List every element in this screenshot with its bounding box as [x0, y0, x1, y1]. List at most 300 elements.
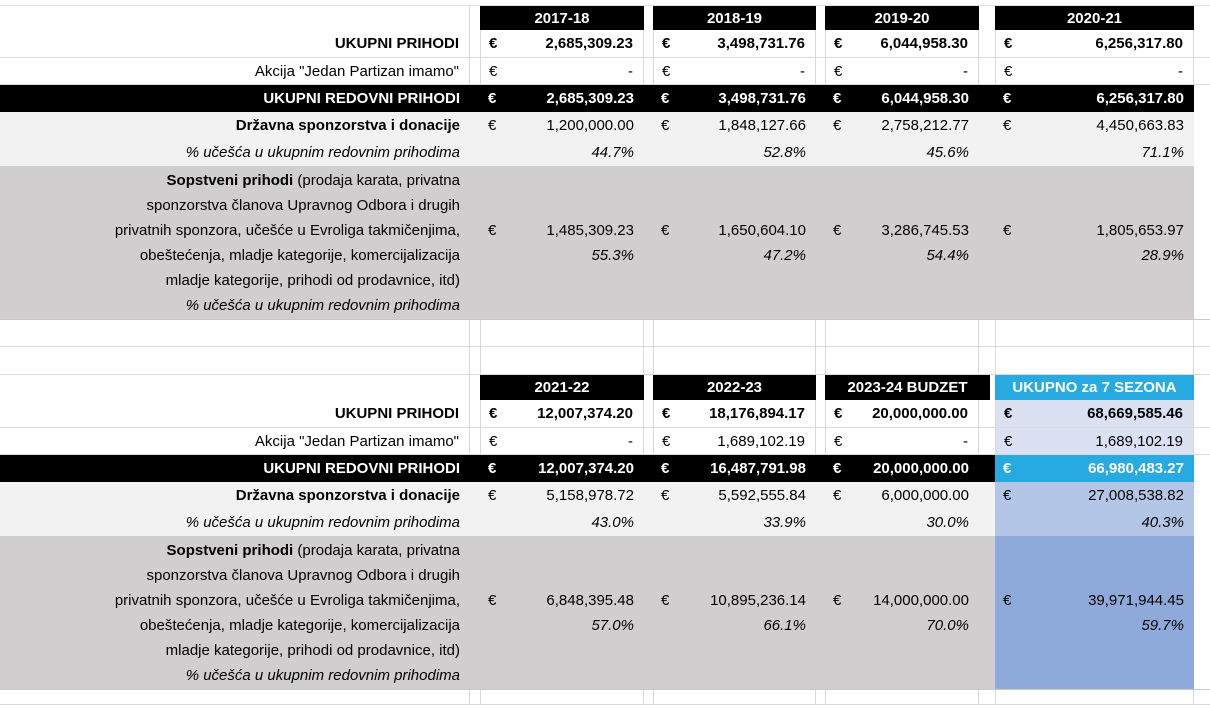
row-drzavna-2 — [0, 482, 1210, 509]
row-label: UKUPNI REDOVNI PRIHODI — [263, 460, 460, 477]
row-akcija-2 — [0, 428, 1210, 455]
money-cell[interactable] — [653, 58, 816, 84]
cell-value: - — [628, 432, 633, 450]
column-gap — [470, 509, 480, 536]
euro-symbol: € — [488, 460, 497, 477]
row-label-cell[interactable] — [0, 455, 470, 482]
euro-symbol: € — [833, 487, 842, 504]
empty-cell[interactable] — [480, 690, 644, 704]
cell-percent: 57.0% — [591, 616, 634, 634]
row-drzavna-pct-2 — [0, 509, 1210, 536]
right-margin — [1194, 320, 1210, 346]
cell-value: 4,450,663.83 — [1096, 117, 1184, 134]
money-cell[interactable] — [825, 112, 979, 139]
season-header-2019-20[interactable] — [825, 6, 979, 30]
euro-symbol: € — [488, 90, 497, 107]
season-header-label: 2019-20 — [874, 9, 930, 27]
empty-cell[interactable] — [480, 320, 644, 346]
column-gap — [979, 509, 995, 536]
cell-percent: 54.4% — [926, 246, 969, 264]
row-akcija-1 — [0, 58, 1210, 85]
season-header-2022-23[interactable] — [653, 375, 816, 400]
empty-cell[interactable] — [825, 690, 979, 704]
column-gap — [644, 85, 653, 112]
season-header-row-1 — [0, 6, 1210, 30]
right-margin — [1194, 400, 1210, 427]
cell-value: 1,805,653.97 — [1096, 221, 1184, 239]
cell-percent: 59.7% — [1141, 616, 1184, 634]
total-money-cell[interactable] — [995, 536, 1194, 689]
season-header-2018-19[interactable] — [653, 6, 816, 30]
cell-value: 3,286,745.53 — [881, 221, 969, 239]
cell-value: 3,498,731.76 — [717, 35, 805, 52]
euro-symbol: € — [489, 35, 498, 52]
cell-value: 12,007,374.20 — [538, 460, 634, 477]
column-gap — [816, 320, 825, 346]
column-gap — [816, 375, 825, 400]
cell-value: 6,256,317.80 — [1096, 90, 1184, 107]
column-gap — [644, 6, 653, 30]
column-gap — [979, 6, 995, 30]
row-label-cell[interactable] — [0, 428, 470, 454]
cell-percent: 66.1% — [763, 616, 806, 634]
cell-percent: 47.2% — [763, 246, 806, 264]
column-gap — [470, 112, 480, 139]
money-cell[interactable] — [825, 400, 979, 427]
cell-percent: 55.3% — [591, 246, 634, 264]
column-gap — [644, 320, 653, 346]
euro-symbol: € — [1004, 432, 1013, 450]
column-gap — [816, 509, 825, 536]
season-header-label: 2021-22 — [534, 379, 590, 396]
euro-symbol: € — [488, 221, 497, 239]
money-cell[interactable] — [825, 482, 979, 509]
cell-value: 1,848,127.66 — [718, 117, 806, 134]
money-cell[interactable] — [653, 30, 816, 57]
row-label-cell[interactable] — [0, 400, 470, 427]
money-cell[interactable] — [653, 536, 816, 689]
row-label: Državna sponzorstva i donacije — [235, 117, 460, 134]
season-header-2023-24-budzet[interactable] — [825, 375, 990, 400]
cell-value: 20,000,000.00 — [872, 405, 968, 422]
row-label-cell[interactable] — [0, 58, 470, 84]
money-cell[interactable] — [825, 536, 979, 689]
money-cell[interactable] — [995, 112, 1194, 139]
season-header-2020-21[interactable] — [995, 6, 1194, 30]
sopstveni-label — [0, 538, 460, 688]
empty-cell[interactable] — [0, 690, 470, 704]
row-drzavna-1 — [0, 112, 1210, 139]
right-margin — [1194, 347, 1210, 374]
cell-value: - — [1178, 62, 1183, 80]
euro-symbol: € — [661, 591, 670, 609]
euro-symbol: € — [661, 487, 670, 504]
right-margin — [1194, 482, 1210, 509]
cell-value: 1,689,102.19 — [1095, 432, 1183, 450]
column-gap — [644, 30, 653, 57]
column-gap — [644, 482, 653, 509]
sopstveni-pct-label: % učešća u ukupnim redovnim prihodima — [185, 296, 460, 314]
money-cell[interactable] — [480, 400, 644, 427]
empty-cell[interactable] — [653, 320, 816, 346]
column-gap — [979, 30, 995, 57]
empty-cell[interactable] — [0, 320, 470, 346]
money-cell[interactable] — [480, 85, 644, 112]
empty-cell[interactable] — [825, 347, 979, 374]
column-gap — [816, 347, 825, 374]
euro-symbol: € — [1003, 90, 1012, 107]
empty-cell[interactable] — [653, 690, 816, 704]
column-gap — [816, 139, 825, 166]
money-cell[interactable] — [825, 85, 979, 112]
percent-cell[interactable] — [480, 139, 644, 166]
row-label: % učešća u ukupnim redovnim prihodima — [185, 144, 460, 161]
empty-cell[interactable] — [480, 347, 644, 374]
season-header-label: 2020-21 — [1066, 9, 1123, 27]
column-gap — [979, 400, 995, 427]
cell-value: - — [800, 62, 805, 80]
column-gap — [470, 320, 480, 346]
euro-symbol: € — [1003, 117, 1012, 134]
sopstveni-label-line: obeštećenja, mladje kategorije, komercijalizacija — [139, 246, 460, 264]
percent-cell[interactable] — [653, 509, 816, 536]
column-gap — [644, 139, 653, 166]
euro-symbol: € — [489, 62, 498, 80]
sopstveni-label-line: mladje kategorije, prihodi od prodavnice, itd) — [165, 271, 460, 289]
cell-value: 43.0% — [591, 514, 634, 531]
money-cell[interactable] — [480, 428, 644, 454]
season-header-row-2 — [0, 375, 1210, 400]
money-cell[interactable] — [480, 30, 644, 57]
sopstveni-label-line: privatnih sponzora, učešće u Evroliga takmičenjima, — [114, 591, 460, 609]
euro-symbol: € — [662, 62, 671, 80]
column-gap — [644, 375, 653, 400]
row-ukupni-redovni-2 — [0, 455, 1210, 482]
cell-value: 1,200,000.00 — [546, 117, 634, 134]
cell-value: 30.0% — [926, 514, 969, 531]
season-header-label: 2023-24 BUDZET — [847, 379, 968, 396]
euro-symbol: € — [1004, 35, 1013, 52]
cell-value: 40.3% — [1141, 514, 1184, 531]
empty-cell[interactable] — [995, 347, 1194, 374]
euro-symbol: € — [488, 591, 497, 609]
column-gap — [644, 400, 653, 427]
cell-value: - — [963, 432, 968, 450]
euro-symbol: € — [833, 90, 842, 107]
cell-value: 6,000,000.00 — [881, 487, 969, 504]
cell-value: 14,000,000.00 — [873, 591, 969, 609]
total-money-cell[interactable] — [995, 482, 1194, 509]
column-gap — [644, 58, 653, 84]
right-margin — [1194, 139, 1210, 166]
row-sopstveni-1 — [0, 166, 1210, 320]
row-ukupni-redovni-1 — [0, 85, 1210, 112]
cell-value: 1,689,102.19 — [717, 432, 805, 450]
row-ukupni-prihodi-1 — [0, 30, 1210, 58]
cell-value: 3,498,731.76 — [718, 90, 806, 107]
money-cell[interactable] — [480, 58, 644, 84]
money-cell[interactable] — [653, 482, 816, 509]
money-cell[interactable] — [825, 58, 979, 84]
column-gap — [979, 536, 995, 689]
money-cell[interactable] — [480, 112, 644, 139]
column-gap — [644, 509, 653, 536]
column-gap — [470, 536, 480, 689]
cell-value: - — [628, 62, 633, 80]
row-sopstveni-2 — [0, 536, 1210, 690]
total-percent-cell[interactable] — [995, 509, 1194, 536]
column-gap — [816, 30, 825, 57]
cell-value: 20,000,000.00 — [873, 460, 969, 477]
column-gap — [979, 320, 995, 346]
percent-cell[interactable] — [653, 139, 816, 166]
cell-value: 45.6% — [926, 144, 969, 161]
corner-cell[interactable] — [0, 375, 470, 400]
cell-value: 2,685,309.23 — [546, 90, 634, 107]
right-margin — [1194, 30, 1210, 57]
row-label-cell[interactable] — [0, 509, 470, 536]
empty-row — [0, 690, 1210, 705]
cell-value: 27,008,538.82 — [1088, 487, 1184, 504]
right-margin — [1194, 536, 1210, 689]
empty-cell[interactable] — [825, 320, 979, 346]
euro-symbol: € — [1004, 405, 1013, 422]
money-cell[interactable] — [480, 455, 644, 482]
right-margin — [1194, 690, 1210, 704]
row-label-cell[interactable] — [0, 482, 470, 509]
euro-symbol: € — [661, 460, 670, 477]
right-margin — [1194, 509, 1210, 536]
money-cell[interactable] — [995, 85, 1194, 112]
cell-percent: 28.9% — [1141, 246, 1184, 264]
column-gap — [979, 347, 995, 374]
season-header-2017-18[interactable] — [480, 6, 644, 30]
sopstveni-label-line: sponzorstva članova Upravnog Odbora i drugih — [146, 566, 460, 584]
row-label-cell[interactable] — [0, 166, 470, 319]
money-cell[interactable] — [480, 482, 644, 509]
euro-symbol: € — [488, 117, 497, 134]
cell-value: 6,256,317.80 — [1095, 35, 1183, 52]
column-gap — [816, 536, 825, 689]
sopstveni-pct-label: % učešća u ukupnim redovnim prihodima — [185, 666, 460, 684]
column-gap — [470, 375, 480, 400]
cell-value: 16,487,791.98 — [710, 460, 806, 477]
column-gap — [816, 112, 825, 139]
cell-value: 6,044,958.30 — [881, 90, 969, 107]
total-money-cell[interactable] — [995, 428, 1194, 454]
season-header-label: 2017-18 — [534, 9, 590, 27]
column-gap — [470, 690, 480, 704]
euro-symbol: € — [833, 460, 842, 477]
cell-value: 2,758,212.77 — [881, 117, 969, 134]
cell-value: 6,848,395.48 — [546, 591, 634, 609]
euro-symbol: € — [834, 405, 843, 422]
cell-value: 33.9% — [763, 514, 806, 531]
row-label-cell[interactable] — [0, 536, 470, 689]
column-gap — [644, 166, 653, 319]
sopstveni-label-line: privatnih sponzora, učešće u Evroliga takmičenjima, — [114, 221, 460, 239]
row-label-cell[interactable] — [0, 85, 470, 112]
percent-cell[interactable] — [995, 139, 1194, 166]
column-gap — [470, 58, 480, 84]
total-money-cell[interactable] — [995, 400, 1194, 427]
euro-symbol: € — [488, 487, 497, 504]
column-gap — [470, 347, 480, 374]
money-cell[interactable] — [825, 455, 979, 482]
column-gap — [979, 455, 995, 482]
sopstveni-label-line: Sopstveni prihodi (prodaja karata, privatna — [166, 171, 460, 189]
column-gap — [816, 455, 825, 482]
money-cell[interactable] — [653, 85, 816, 112]
row-drzavna-pct-1 — [0, 139, 1210, 166]
cell-value: 1,650,604.10 — [718, 221, 806, 239]
euro-symbol: € — [1003, 460, 1012, 477]
column-gap — [816, 400, 825, 427]
empty-cell[interactable] — [0, 347, 470, 374]
season-header-label: 2018-19 — [706, 9, 763, 27]
column-gap — [979, 482, 995, 509]
column-gap — [470, 455, 480, 482]
euro-symbol: € — [661, 117, 670, 134]
cell-value: 6,044,958.30 — [880, 35, 968, 52]
cell-value: 18,176,894.17 — [709, 405, 805, 422]
column-gap — [816, 6, 825, 30]
column-gap — [816, 166, 825, 319]
column-gap — [979, 112, 995, 139]
money-cell[interactable] — [653, 400, 816, 427]
sopstveni-label-line: obeštećenja, mladje kategorije, komercijalizacija — [139, 616, 460, 634]
column-gap — [644, 112, 653, 139]
right-margin — [1194, 375, 1210, 400]
cell-value: - — [963, 62, 968, 80]
money-cell[interactable] — [653, 455, 816, 482]
row-label-cell[interactable] — [0, 30, 470, 57]
cell-value: 5,592,555.84 — [718, 487, 806, 504]
season-header-2021-22[interactable] — [480, 375, 644, 400]
euro-symbol: € — [661, 90, 670, 107]
column-gap — [979, 139, 995, 166]
euro-symbol: € — [1003, 591, 1012, 609]
cell-value: 5,158,978.72 — [546, 487, 634, 504]
column-gap — [470, 6, 480, 30]
row-ukupni-prihodi-2 — [0, 400, 1210, 428]
euro-symbol: € — [661, 221, 670, 239]
column-gap — [979, 428, 995, 454]
column-gap — [644, 455, 653, 482]
euro-symbol: € — [662, 35, 671, 52]
column-gap — [470, 482, 480, 509]
money-cell[interactable] — [995, 166, 1194, 319]
column-gap — [470, 400, 480, 427]
column-gap — [470, 139, 480, 166]
money-cell[interactable] — [653, 166, 816, 319]
column-gap — [816, 428, 825, 454]
column-gap — [816, 58, 825, 84]
money-cell[interactable] — [825, 428, 979, 454]
cell-percent: 70.0% — [926, 616, 969, 634]
percent-cell[interactable] — [825, 139, 979, 166]
percent-cell[interactable] — [825, 509, 979, 536]
money-cell[interactable] — [825, 30, 979, 57]
euro-symbol: € — [833, 117, 842, 134]
euro-symbol: € — [662, 405, 671, 422]
column-gap — [644, 690, 653, 704]
sopstveni-label-line: Sopstveni prihodi (prodaja karata, privatna — [166, 541, 460, 559]
column-gap — [816, 482, 825, 509]
column-gap — [816, 690, 825, 704]
column-gap — [470, 85, 480, 112]
column-gap — [644, 347, 653, 374]
right-margin — [1194, 428, 1210, 454]
percent-cell[interactable] — [480, 509, 644, 536]
row-label: % učešća u ukupnim redovnim prihodima — [185, 514, 460, 531]
money-cell[interactable] — [653, 428, 816, 454]
cell-value: 1,485,309.23 — [546, 221, 634, 239]
column-gap — [644, 428, 653, 454]
row-label: UKUPNI PRIHODI — [334, 35, 459, 52]
cell-value: 71.1% — [1141, 144, 1184, 161]
sopstveni-label-line: sponzorstva članova Upravnog Odbora i drugih — [146, 196, 460, 214]
row-label-cell[interactable] — [0, 112, 470, 139]
right-margin — [1194, 85, 1210, 112]
empty-cell[interactable] — [653, 347, 816, 374]
column-gap — [470, 166, 480, 319]
cell-value: 12,007,374.20 — [537, 405, 633, 422]
column-gap — [979, 690, 995, 704]
money-cell[interactable] — [480, 166, 644, 319]
euro-symbol: € — [1003, 221, 1012, 239]
right-margin — [1194, 6, 1210, 30]
euro-symbol: € — [489, 432, 498, 450]
money-cell[interactable] — [995, 58, 1194, 84]
right-margin — [1194, 58, 1210, 84]
total-money-cell[interactable] — [995, 455, 1194, 482]
cell-value: 44.7% — [591, 144, 634, 161]
euro-symbol: € — [834, 62, 843, 80]
money-cell[interactable] — [825, 166, 979, 319]
euro-symbol: € — [834, 35, 843, 52]
sopstveni-label-line: mladje kategorije, prihodi od prodavnice, itd) — [165, 641, 460, 659]
row-label: UKUPNI PRIHODI — [334, 405, 459, 422]
euro-symbol: € — [1003, 487, 1012, 504]
column-gap — [470, 428, 480, 454]
row-label-cell[interactable] — [0, 139, 470, 166]
money-cell[interactable] — [995, 30, 1194, 57]
right-margin — [1194, 166, 1210, 319]
empty-cell[interactable] — [995, 690, 1194, 704]
empty-row — [0, 347, 1210, 375]
cell-value: 66,980,483.27 — [1088, 460, 1184, 477]
cell-value: 68,669,585.46 — [1087, 405, 1183, 422]
empty-cell[interactable] — [995, 320, 1194, 346]
right-margin — [1194, 455, 1210, 482]
cell-value: 10,895,236.14 — [710, 591, 806, 609]
right-margin — [1194, 112, 1210, 139]
column-gap — [816, 85, 825, 112]
cell-value: 39,971,944.45 — [1088, 591, 1184, 609]
corner-cell[interactable] — [0, 6, 470, 30]
season-header-ukupno[interactable] — [995, 375, 1194, 400]
row-label: Akcija "Jedan Partizan imamo" — [254, 62, 459, 80]
column-gap — [979, 58, 995, 84]
euro-symbol: € — [834, 432, 843, 450]
money-cell[interactable] — [480, 536, 644, 689]
empty-row — [0, 320, 1210, 347]
money-cell[interactable] — [653, 112, 816, 139]
column-gap — [979, 85, 995, 112]
sopstveni-label — [0, 168, 460, 318]
season-header-label: 2022-23 — [706, 379, 763, 396]
